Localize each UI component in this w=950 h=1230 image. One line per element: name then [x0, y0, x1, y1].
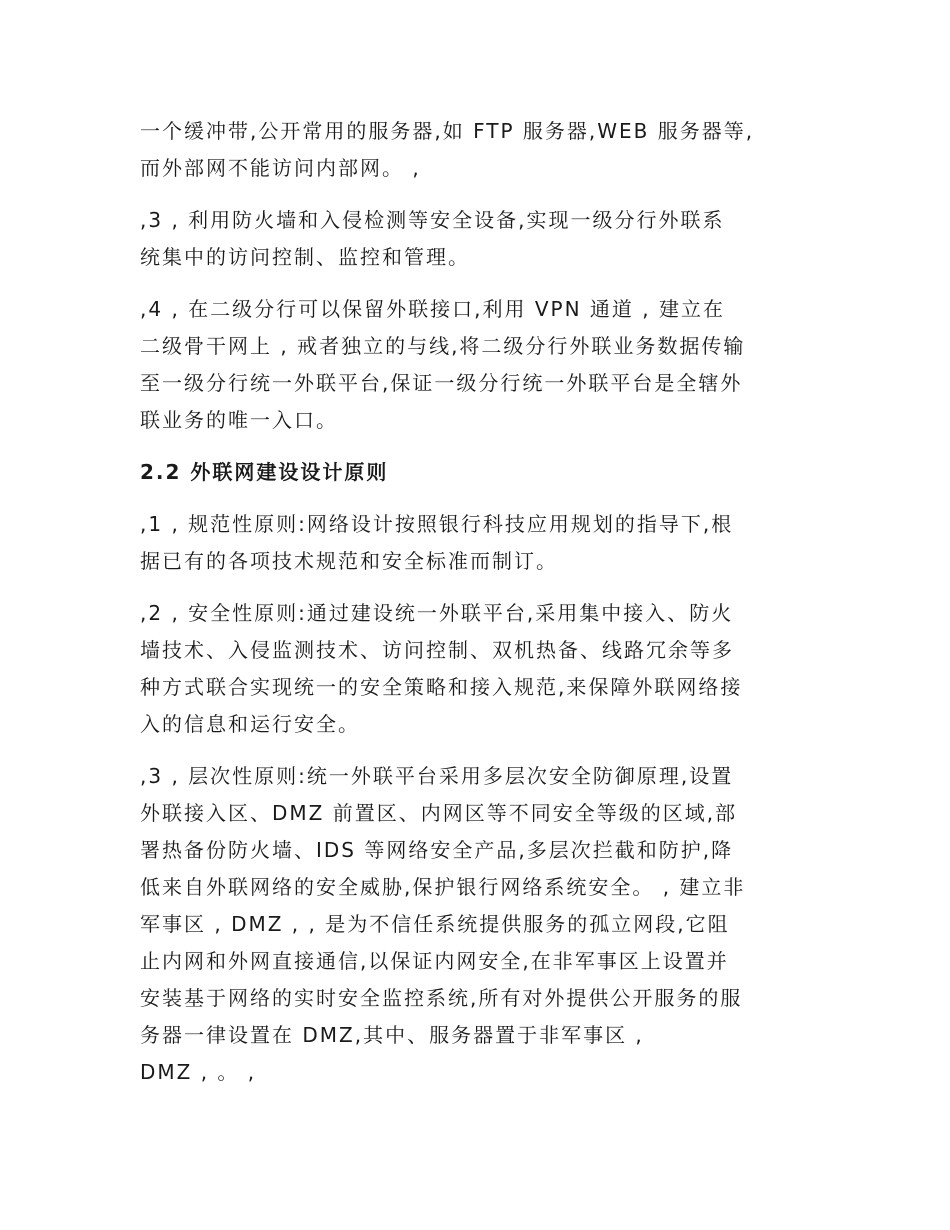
- text-line: 统集中的访问控制、监控和管理。: [140, 245, 470, 269]
- text-line: 至一级分行统一外联平台,保证一级分行统一外联平台是全辖外: [140, 371, 743, 395]
- text-line: ,2 , 安全性原则:通过建设统一外联平台,采用集中接入、防火: [140, 601, 734, 625]
- text-line: 低来自外联网络的安全威胁,保护银行网络系统安全。 , 建立非: [140, 875, 746, 899]
- paragraph-principle-1: [140, 506, 812, 580]
- text-line: 务器一律设置在 DMZ,其中、服务器置于非军事区 ,: [140, 1023, 644, 1047]
- text-line: 外联接入区、DMZ 前置区、内网区等不同安全等级的区域,部: [140, 801, 738, 825]
- text-line: 而外部网不能访问内部网。 ,: [140, 156, 421, 180]
- section-heading: 2.2 外联网建设设计原则: [140, 460, 389, 484]
- text-line: 二级骨干网上 , 戒者独立的与线,将二级分行外联业务数据传输: [140, 334, 746, 358]
- text-line: ,4 , 在二级分行可以保留外联接口,利用 VPN 通道 , 建立在: [140, 297, 726, 321]
- text-line: ,3 , 利用防火墙和入侵检测等安全设备,实现一级分行外联系: [140, 208, 725, 232]
- paragraph-principle-2: [140, 595, 812, 743]
- text-line: 据已有的各项技术规范和安全标准而制订。: [140, 549, 558, 573]
- text-line: 安装基于网络的实时安全监控系统,所有对外提供公开服务的服: [140, 986, 743, 1010]
- text-line: 止内网和外网直接通信,以保证内网安全,在非军事区上设置并: [140, 949, 729, 973]
- paragraph-item-4: [140, 291, 812, 439]
- text-line: 一个缓冲带,公开常用的服务器,如 FTP 服务器,WEB 服务器等,: [140, 119, 755, 143]
- text-line: 入的信息和运行安全。: [140, 712, 360, 736]
- text-line: 联业务的唯一入口。: [140, 408, 338, 432]
- paragraph-item-3: [140, 202, 812, 276]
- text-line: 墙技术、入侵监测技术、访问控制、双机热备、线路冗余等多: [140, 638, 734, 662]
- text-line: ,1 , 规范性原则:网络设计按照银行科技应用规划的指导下,根: [140, 512, 734, 536]
- text-line: 署热备份防火墙、IDS 等网络安全产品,多层次拦截和防护,降: [140, 838, 734, 862]
- text-line: 军事区 , DMZ , , 是为不信任系统提供服务的孤立网段,它阻: [140, 912, 730, 936]
- document-page: [140, 113, 812, 1106]
- text-line: 种方式联合实现统一的安全策略和接入规范,来保障外联网络接: [140, 675, 743, 699]
- text-line: DMZ , 。 ,: [140, 1060, 257, 1084]
- text-line: ,3 , 层次性原则:统一外联平台采用多层次安全防御原理,设置: [140, 764, 734, 788]
- paragraph-principle-3: [140, 758, 812, 1091]
- paragraph-dmz-intro: [140, 113, 812, 187]
